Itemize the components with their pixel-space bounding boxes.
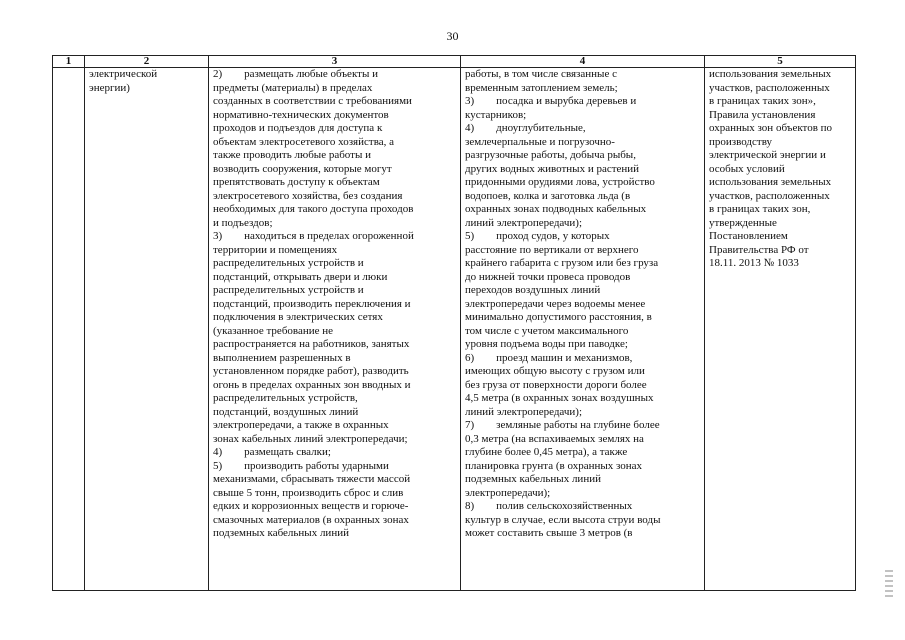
- text-line: проходов и подъездов для доступа к: [213, 122, 383, 134]
- column-header-4: 4: [461, 56, 705, 68]
- text-line: имеющих общую высоту с грузом или: [465, 365, 645, 377]
- column-header-1: 1: [53, 56, 85, 68]
- text-line: уровня подъема воды при паводке;: [465, 338, 628, 350]
- text-line: возводить сооружения, которые могут: [213, 162, 392, 175]
- text-line: 8) полив сельскохозяйственных: [465, 500, 633, 512]
- text-line: в границах таких зон»,: [709, 95, 816, 107]
- text-line: свыше 5 тонн, производить сброс и слив: [213, 486, 404, 499]
- document-table: [52, 55, 856, 591]
- text-line: участков, расположенных: [709, 81, 830, 94]
- text-line: выполнением разрешенных в: [213, 351, 351, 364]
- cell-col4: [461, 68, 705, 591]
- cell-col1: [53, 68, 85, 591]
- text-line: линий электропередачи);: [465, 216, 583, 229]
- text-line: 4) размещать свалки;: [213, 446, 331, 458]
- text-line: использования земельных: [709, 176, 832, 188]
- text-line: энергии): [89, 81, 130, 94]
- text-line: установленном порядке работ), разводить: [213, 365, 409, 377]
- text-line: и подъездов;: [213, 216, 273, 229]
- text-line: придонными орудиями лова, устройство: [465, 176, 655, 188]
- text-line: культур в случае, если высота струи воды: [465, 513, 661, 526]
- text-line: временным затоплением земель;: [465, 81, 618, 94]
- text-line: охранных зон объектов по: [709, 122, 833, 134]
- text-line: подземных кабельных линий: [213, 527, 349, 539]
- text-line: распространяется на работников, занятых: [213, 338, 410, 350]
- scan-artifact: [885, 570, 893, 600]
- text-line: распределительных устройств,: [213, 392, 358, 404]
- text-line: электросетевого хозяйства, без создания: [213, 189, 403, 202]
- text-line: 2) размещать любые объекты и: [213, 68, 378, 80]
- text-line: распределительных устройств и: [213, 284, 364, 296]
- text-line: Правила установления: [709, 108, 816, 121]
- text-line: 7) земляные работы на глубине более: [465, 419, 660, 431]
- text-line: электрической энергии и: [709, 149, 826, 161]
- text-line: зонах кабельных линий электропередачи;: [213, 432, 408, 445]
- text-line: других водных животных и растений: [465, 162, 640, 175]
- text-line: может составить свыше 3 метров (в: [465, 527, 633, 539]
- column-header-5: 5: [705, 56, 856, 68]
- column-header-3: 3: [209, 56, 461, 68]
- text-line: особых условий: [709, 162, 785, 175]
- text-line: охранных зонах подводных кабельных: [465, 203, 647, 215]
- text-line: едких и коррозионных веществ и горюче-: [213, 500, 409, 512]
- cell-col3: [209, 68, 461, 591]
- text-line: смазочных материалов (в охранных зонах: [213, 513, 409, 526]
- text-line: работы, в том числе связанные с: [465, 68, 617, 80]
- text-line: подключения в электрических сетях: [213, 311, 383, 323]
- text-line: без груза от поверхности дороги более: [465, 378, 647, 391]
- column-header-2: 2: [85, 56, 209, 68]
- text-line: также проводить любые работы и: [213, 149, 371, 161]
- text-line: предметы (материалы) в пределах: [213, 81, 373, 94]
- text-line: планировка грунта (в охранных зонах: [465, 459, 643, 472]
- table-header-row: [53, 56, 856, 68]
- text-line: до нижней точки провеса проводов: [465, 270, 631, 283]
- text-line: землечерпальные и погрузочно-: [465, 135, 615, 148]
- text-line: 4) дноуглубительные,: [465, 122, 586, 134]
- table-row: [53, 68, 856, 591]
- text-line: линий электропередачи);: [465, 405, 583, 418]
- text-line: подземных кабельных линий: [465, 473, 601, 485]
- page-number: 30: [446, 29, 459, 43]
- text-line: нормативно-технических документов: [213, 108, 389, 121]
- text-line: подстанций, воздушных линий: [213, 405, 359, 418]
- text-line: водопоев, колка и заготовка льда (в: [465, 189, 631, 202]
- text-line: Правительства РФ от: [709, 243, 809, 256]
- text-line: электропередачи, а также в охранных: [213, 419, 389, 431]
- text-line: разгрузочные работы, добыча рыбы,: [465, 149, 636, 161]
- text-line: электропередачи);: [465, 486, 551, 499]
- text-line: 0,3 метра (на вспахиваемых землях на: [465, 432, 644, 445]
- text-line: электропередачи через водоемы менее: [465, 297, 646, 310]
- text-line: 3) находиться в пределах огороженной: [213, 230, 414, 242]
- cell-col2: [85, 68, 209, 591]
- text-line: территории и помещениях: [213, 243, 338, 256]
- text-line: кустарников;: [465, 108, 527, 121]
- text-line: 4,5 метра (в охранных зонах воздушных: [465, 392, 654, 404]
- text-line: (указанное требование не: [213, 324, 334, 337]
- text-line: том числе с учетом максимального: [465, 324, 629, 337]
- text-line: электрической: [89, 68, 158, 80]
- text-line: необходимых для такого доступа проходов: [213, 203, 414, 215]
- text-line: производству: [709, 135, 773, 148]
- text-line: 18.11. 2013 № 1033: [709, 257, 799, 269]
- text-line: объектам электросетевого хозяйства, а: [213, 135, 395, 148]
- text-line: механизмами, сбрасывать тяжести массой: [213, 473, 411, 485]
- text-line: созданных в соответствии с требованиями: [213, 95, 412, 107]
- cell-col5: [705, 68, 856, 591]
- text-line: подстанций, открывать двери и люки: [213, 270, 388, 283]
- text-line: огонь в пределах охранных зон вводных и: [213, 378, 411, 391]
- text-line: утвержденные: [709, 216, 777, 229]
- text-line: 6) проезд машин и механизмов,: [465, 351, 633, 364]
- text-line: подстанций, производить переключения и: [213, 297, 411, 310]
- text-line: переходов воздушных линий: [465, 284, 601, 296]
- text-line: использования земельных: [709, 68, 832, 80]
- text-line: 5) производить работы ударными: [213, 459, 389, 472]
- text-line: минимально допустимого расстояния, в: [465, 311, 652, 323]
- text-line: в границах таких зон,: [709, 203, 811, 215]
- text-line: крайнего габарита с грузом или без груза: [465, 257, 659, 269]
- text-line: глубине более 0,45 метра), а также: [465, 446, 628, 458]
- text-line: 3) посадка и вырубка деревьев и: [465, 95, 637, 107]
- text-line: 5) проход судов, у которых: [465, 230, 610, 242]
- text-line: распределительных устройств и: [213, 257, 364, 269]
- text-line: участков, расположенных: [709, 189, 830, 202]
- text-line: Постановлением: [709, 230, 788, 242]
- text-line: расстояние по вертикали от верхнего: [465, 243, 639, 256]
- text-line: препятствовать доступу к объектам: [213, 176, 380, 188]
